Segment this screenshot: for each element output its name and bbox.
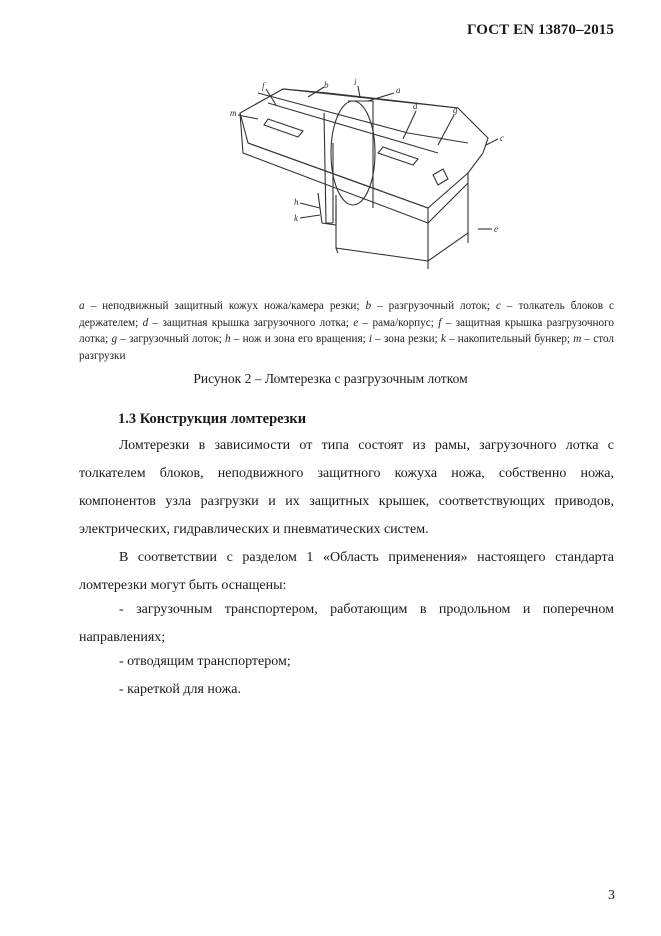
page-number: 3	[608, 888, 615, 903]
legend-item: h – нож и зона его вращения;	[225, 333, 369, 345]
legend-item: c – толкатель блоков с держателем;	[79, 300, 614, 329]
legend-item: b – разгрузочный лоток;	[365, 300, 496, 312]
slicer-diagram	[228, 77, 518, 273]
label-a: a	[396, 85, 401, 95]
legend-item: d – защитная крышка загрузочного лотка;	[142, 316, 354, 329]
list-item: - загрузочным транспортером, работающим в продольном и поперечном направлениях;	[79, 602, 614, 645]
label-g: g	[453, 105, 458, 115]
label-c: c	[500, 133, 504, 143]
label-d: d	[413, 101, 418, 111]
legend-item: m – стол разгрузки	[79, 333, 614, 362]
label-h: h	[294, 197, 299, 207]
list-item: - отводящим транспортером;	[119, 654, 291, 669]
legend-item: f – защитная крышка разгрузочного лотка;	[79, 316, 614, 345]
figure-title: Рисунок 2 – Ломтерезка с разгрузочным лотком	[193, 371, 468, 386]
label-m: m	[230, 108, 237, 118]
legend-item: a – неподвижный защитный кожух ножа/камера резки;	[79, 300, 366, 312]
section-heading: 1.3 Конструкция ломтерезки	[118, 411, 307, 427]
standard-header: ГОСТ EN 13870–2015	[467, 22, 614, 38]
legend-item: g – загрузочный лоток;	[111, 333, 226, 345]
label-b: b	[324, 80, 329, 90]
legend-item: i – зона резки;	[368, 333, 441, 345]
paragraph-scope: В соответствии с разделом 1 «Область применения» настоящего стандарта ломтерезки могут быть оснащены:	[79, 550, 614, 593]
label-i: i	[354, 77, 357, 87]
paragraph-construction: Ломтерезки в зависимости от типа состоят из рамы, загрузочного лотка с толкателем блоков, неподвижного защитного кожуха ножа, собственно ножа, компонентов узла разгрузки и их защитных крышек, соответствующих приводов, электрических, гидравлических и пневматических систем.	[79, 438, 614, 537]
label-f: f	[262, 81, 265, 91]
figure-legend	[79, 298, 614, 364]
legend-item: e – рама/корпус;	[353, 316, 439, 329]
label-e: e	[494, 224, 498, 234]
list-item: - кареткой для ножа.	[119, 682, 241, 697]
label-k: k	[294, 213, 298, 223]
legend-item: k – накопительный бункер;	[440, 333, 574, 345]
